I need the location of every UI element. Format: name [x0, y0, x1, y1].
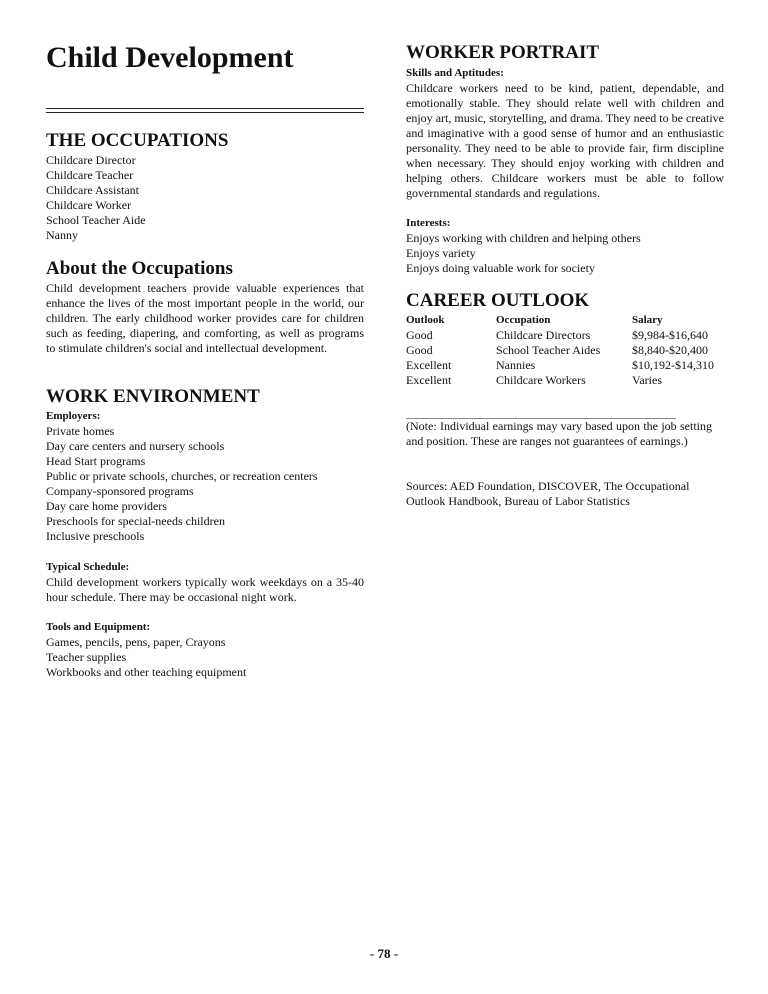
- interests-list: [406, 231, 641, 276]
- table-cell: Childcare Directors: [496, 328, 591, 342]
- about-heading: About the Occupations: [46, 258, 233, 279]
- list-item: Nanny: [46, 228, 78, 242]
- employers-list: [46, 424, 318, 544]
- occupations-list: [46, 153, 146, 243]
- table-row: [406, 343, 732, 358]
- table-cell: Varies: [632, 373, 662, 387]
- schedule-label: Typical Schedule:: [46, 561, 130, 573]
- list-item: Childcare Assistant: [46, 183, 139, 197]
- worker-portrait-heading: WORKER PORTRAIT: [406, 42, 600, 63]
- tools-list: [46, 635, 246, 680]
- list-item: Enjoys working with children and helping others: [406, 231, 641, 245]
- list-item: Teacher supplies: [46, 650, 127, 664]
- work-environment-heading: WORK ENVIRONMENT: [46, 386, 260, 407]
- skills-text: Childcare workers need to be kind, patient, dependable, and emotionally stable. They should relate well with children and enjoy art, music, storytelling, and drama. They need to be creative and imaginative with a good sense of humor and an enthusiastic personality. They need to be able to provide fair, firm discipline when necessary. They should enjoy working with children and helping others. Childcare workers must be able to follow governmental standards and regulations.: [406, 81, 724, 200]
- table-cell: Excellent: [406, 373, 452, 387]
- occupations-heading: THE OCCUPATIONS: [46, 130, 229, 151]
- list-item: School Teacher Aide: [46, 213, 146, 227]
- table-cell: Excellent: [406, 358, 452, 372]
- list-item: Day care centers and nursery schools: [46, 439, 225, 453]
- sources-text: Sources: AED Foundation, DISCOVER, The Occupational Outlook Handbook, Bureau of Labor Statistics: [406, 479, 690, 508]
- page-title: Child Development: [46, 41, 294, 74]
- list-item: Day care home providers: [46, 499, 167, 513]
- column-header-occupation: Occupation: [496, 314, 551, 326]
- list-item: Enjoys variety: [406, 246, 476, 260]
- table-cell: Nannies: [496, 358, 536, 372]
- column-header-outlook: Outlook: [406, 314, 445, 326]
- table-cell: $8,840-$20,400: [632, 343, 708, 357]
- table-row: [406, 358, 732, 373]
- interests-label: Interests:: [406, 217, 451, 229]
- list-item: Workbooks and other teaching equipment: [46, 665, 247, 679]
- list-item: Childcare Teacher: [46, 168, 134, 182]
- list-item: Preschools for special-needs children: [46, 514, 225, 528]
- list-item: Childcare Director: [46, 153, 136, 167]
- career-outlook-heading: CAREER OUTLOOK: [406, 290, 590, 311]
- page-number: - 78 -: [369, 946, 399, 961]
- table-header-row: [406, 313, 732, 328]
- title-divider: [46, 108, 364, 113]
- table-cell: Childcare Workers: [496, 373, 586, 387]
- table-cell: $10,192-$14,310: [632, 358, 714, 372]
- list-item: Public or private schools, churches, or recreation centers: [46, 469, 318, 483]
- table-cell: Good: [406, 328, 433, 342]
- list-item: Company-sponsored programs: [46, 484, 194, 498]
- list-item: Games, pencils, pens, paper, Crayons: [46, 635, 226, 649]
- employers-label: Employers:: [46, 410, 101, 422]
- tools-label: Tools and Equipment:: [46, 621, 151, 633]
- career-outlook-table: [406, 313, 732, 388]
- list-item: Private homes: [46, 424, 115, 438]
- table-row: [406, 373, 732, 388]
- earnings-note: (Note: Individual earnings may vary based upon the job setting and position. These are ranges not guarantees of earnings.): [406, 419, 712, 448]
- schedule-text: Child development workers typically work weekdays on a 35-40 hour schedule. There may be occasional night work.: [46, 575, 364, 604]
- table-cell: Good: [406, 343, 433, 357]
- list-item: Childcare Worker: [46, 198, 132, 212]
- list-item: Inclusive preschools: [46, 529, 145, 543]
- table-row: [406, 328, 732, 343]
- table-cell: School Teacher Aides: [496, 343, 601, 357]
- skills-label: Skills and Aptitudes:: [406, 67, 504, 79]
- list-item: Head Start programs: [46, 454, 146, 468]
- table-cell: $9,984-$16,640: [632, 328, 708, 342]
- about-text: Child development teachers provide valuable experiences that enhance the lives of the most important people in the world, our children. The early childhood worker provides care for children such as feeding, diapering, and comforting, as well as programs to stimulate children's social and intellectual development.: [46, 281, 364, 355]
- list-item: Enjoys doing valuable work for society: [406, 261, 595, 275]
- column-header-salary: Salary: [632, 314, 663, 326]
